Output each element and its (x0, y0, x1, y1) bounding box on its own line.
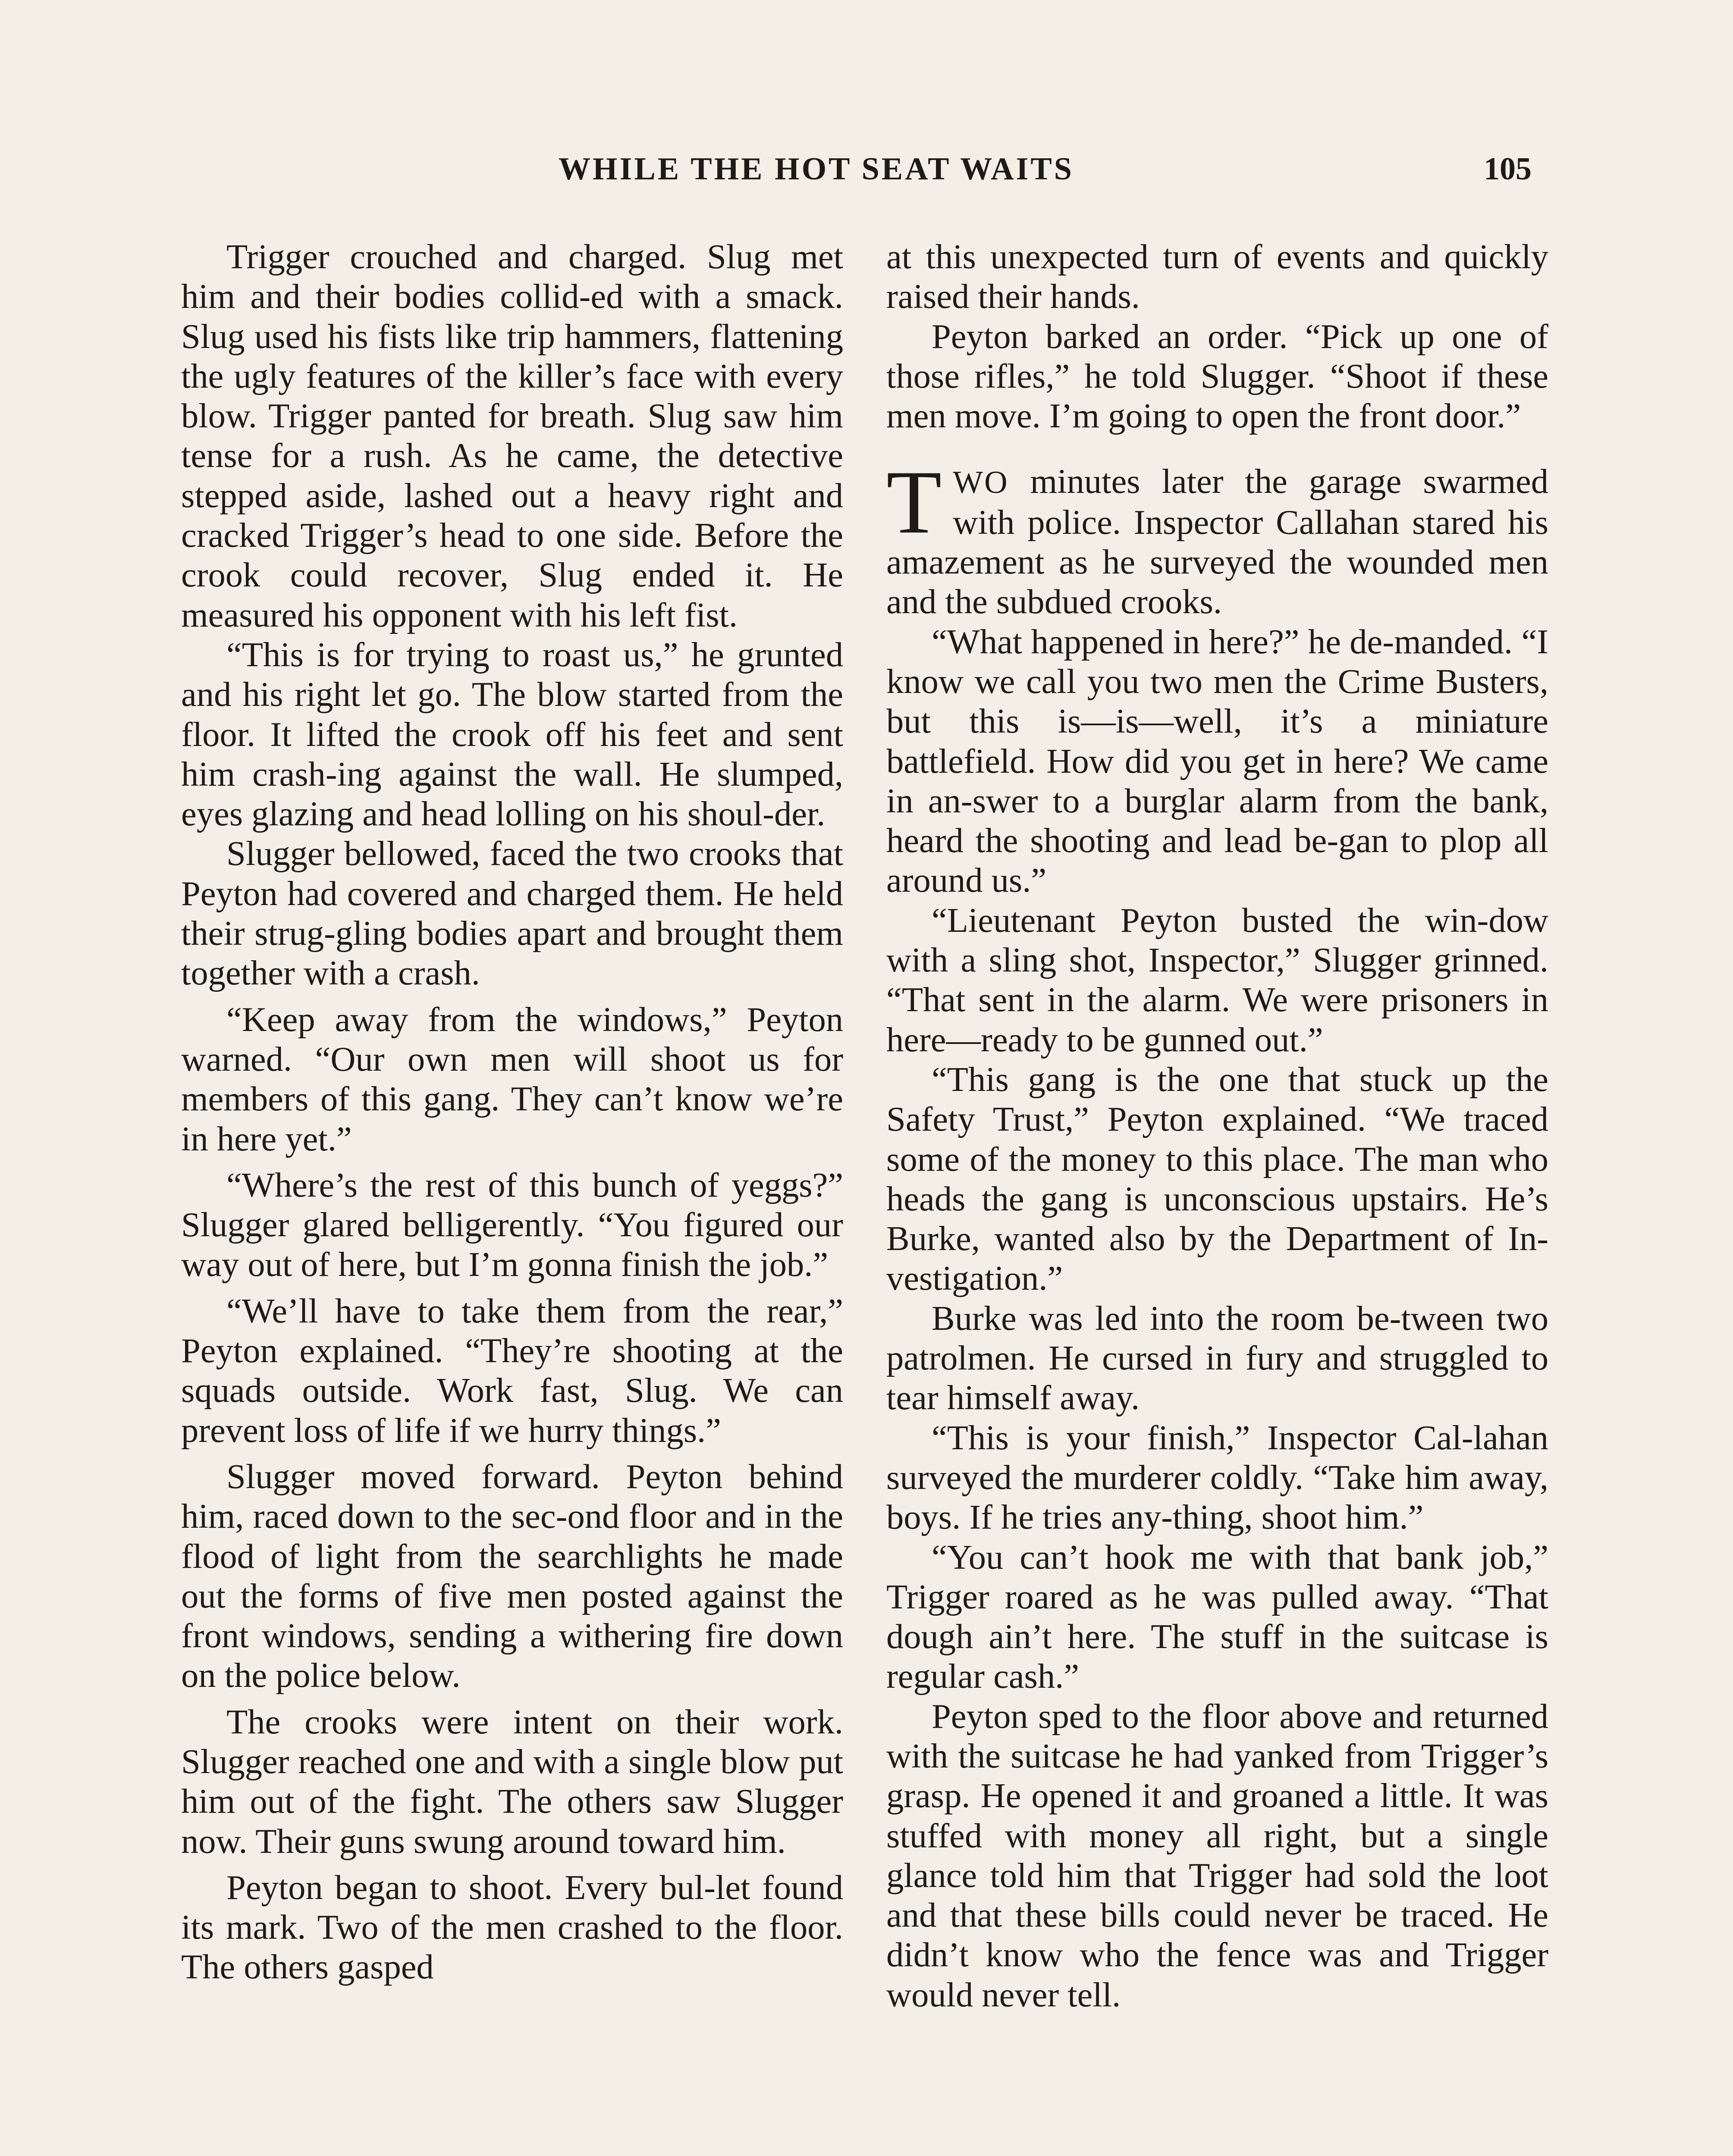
paragraph: The crooks were intent on their work. Slugger reached one and with a single blow put him out of the fight. The others saw Slugger now. Their guns swung around toward him. (181, 1702, 843, 1861)
section-opening-text: minutes later the garage swarmed with police. Inspector Callahan stared his amazement as he surveyed the wounded men and the subdued crooks. (886, 462, 1548, 621)
page-number: 105 (1484, 151, 1532, 187)
running-header: WHILE THE HOT SEAT WAITS (559, 151, 1074, 187)
paragraph: Trigger crouched and charged. Slug met him and their bodies collid-ed with a smack. Slug used his fists like trip hammers, flattening the ugly features of the killer’s face with every blow. Trigger panted for breath. Slug saw him tense for a rush. As he came, the detective stepped aside, lashed out a heavy right and cracked Trigger’s head to one side. Before the crook could recover, Slug ended it. He measured his opponent with his left fist. (181, 238, 843, 634)
paragraph: Slugger moved forward. Peyton behind him, raced down to the sec-ond floor and in the flood of light from the searchlights he made out the forms of five men posted against the front windows, sending a withering fire down on the police below. (181, 1457, 843, 1695)
paragraph: Peyton sped to the floor above and returned with the suitcase he had yanked from Trigger’s grasp. He opened it and groaned a little. It was stuffed with money all right, but a single glance told him that Trigger had sold the loot and that these bills could never be traced. He didn’t know who the fence was and Trigger would never tell. (886, 1697, 1548, 2014)
paragraph: “Keep away from the windows,” Peyton warned. “Our own men will shoot us for members of this gang. They can’t know we’re in here yet.” (181, 1000, 843, 1158)
paragraph: “Lieutenant Peyton busted the win-dow with a sling shot, Inspector,” Slugger grinned. “That sent in the alarm. We were prisoners in here—ready to be gunned out.” (886, 901, 1548, 1059)
right-column (886, 237, 1548, 2015)
paragraph: “We’ll have to take them from the rear,” Peyton explained. “They’re shooting at the squads outside. Work fast, Slug. We can prevent loss of life if we hurry things.” (181, 1291, 843, 1450)
paragraph: “You can’t hook me with that bank job,” Trigger roared as he was pulled away. “That dough ain’t here. The stuff in the suitcase is regular cash.” (886, 1538, 1548, 1696)
paragraph: “What happened in here?” he de-manded. “I know we call you two men the Crime Busters, but this is—is—well, it’s a miniature battlefield. How did you get in here? We came in an-swer to a burglar alarm from the bank, heard the shooting and lead be-gan to plop all around us.” (886, 622, 1548, 900)
left-column (181, 237, 843, 1987)
paragraph: “This is your finish,” Inspector Cal-lahan surveyed the murderer coldly. “Take him away, boys. If he tries any-thing, shoot him.” (886, 1418, 1548, 1537)
section-opening-paragraph (886, 452, 1548, 622)
paragraph: Slugger bellowed, faced the two crooks that Peyton had covered and charged them. He held their strug-gling bodies apart and brought them together with a crash. (181, 834, 843, 993)
paragraph: Burke was led into the room be-tween two patrolmen. He cursed in fury and struggled to tear himself away. (886, 1299, 1548, 1417)
paragraph: Peyton barked an order. “Pick up one of those rifles,” he told Slugger. “Shoot if these men move. I’m going to open the front door.” (886, 317, 1548, 436)
small-caps-lead: WO (953, 465, 1009, 501)
paragraph: Peyton began to shoot. Every bul-let found its mark. Two of the men crashed to the floor. The others gasped (181, 1868, 843, 1987)
paragraph: at this unexpected turn of events and quickly raised their hands. (886, 238, 1548, 316)
paragraph: “Where’s the rest of this bunch of yeggs?” Slugger glared belligerently. “You figured our way out of here, but I’m gonna finish the job.” (181, 1166, 843, 1284)
paragraph: “This is for trying to roast us,” he grunted and his right let go. The blow started from the floor. It lifted the crook off his feet and sent him crash-ing against the wall. He slumped, eyes glazing and head lolling on his shoul-der. (181, 635, 843, 834)
drop-cap: T (886, 452, 942, 553)
paragraph: “This gang is the one that stuck up the Safety Trust,” Peyton explained. “We traced some of the money to this place. The man who heads the gang is unconscious upstairs. He’s Burke, wanted also by the Department of In-vestigation.” (886, 1060, 1548, 1298)
